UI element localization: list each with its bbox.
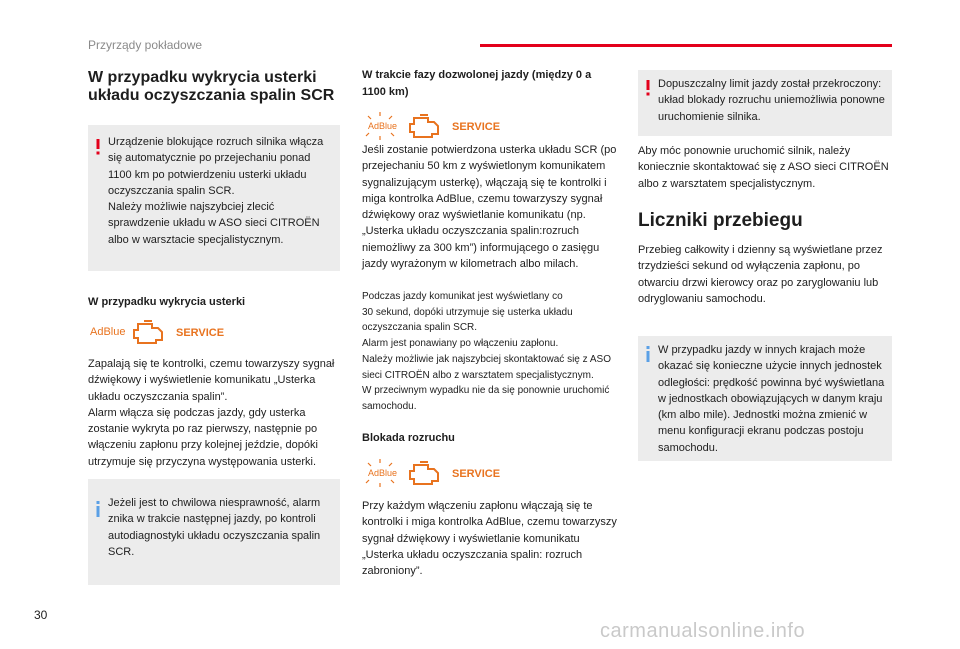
info-text-right: W przypadku jazdy w innych krajach może okazać się konieczne użycie innych jednostek odległości: prędkość powinna być wyświetlana w jednostkach obowiązujących w danym kraju (km albo mile). Jednostki można zmienić w menu konfiguracji ekranu podczas postoju samochodu. (658, 344, 885, 454)
engine-icon (134, 321, 162, 343)
service-icon: SERVICE (452, 121, 501, 133)
header-accent-rule (480, 44, 892, 47)
exclamation-icon (644, 80, 652, 96)
warning-text-left: Urządzenie blokujące rozruch silnika włącza się automatycznie po przejechaniu ponad 1100 km po potwierdzeniu usterki układu oczyszczania spalin SCR. Należy możliwie najszybciej zlecić sprawdzenie układu w ASO sieci CITROËN albo w warsztacie specjalistycznym. (108, 136, 324, 246)
warning-box-right (638, 70, 892, 136)
middle-subhead-1: W trakcie fazy dozwolonej jazdy (między 0 a 1100 km) (362, 69, 592, 98)
page-number: 30 (34, 608, 48, 622)
adblue-service-icons (88, 316, 228, 346)
info-icon (644, 346, 652, 362)
warning-box-left (88, 125, 340, 271)
info-icon (94, 501, 102, 517)
service-icon: SERVICE (176, 327, 225, 339)
middle-subhead-2: Blokada rozruchu (362, 432, 455, 444)
right-paragraph-2: Przebieg całkowity i dzienny są wyświetlane przez trzydzieści sekund od wyłączenia zapłonu, po otwarciu drzwi kierowcy oraz po zaryglowaniu lub odryglowaniu samochodu. (638, 244, 883, 305)
section-header: Przyrządy pokładowe (88, 38, 203, 52)
adblue-service-icons-1 (362, 110, 502, 140)
adblue-icon: AdBlue (90, 326, 126, 338)
left-paragraph: Zapalają się te kontrolki, czemu towarzyszy sygnał dźwiękowy i wyświetlenie komunikatu „Usterka układu oczyszczania spalin”. Alarm włącza się podczas jazdy, gdy usterka zostanie wykryta po raz pierwszy, następnie po włączeniu zapłonu przy kolejnej jeździe, dopóki utrzymuje się przyczyna występowania usterki. (88, 358, 335, 468)
left-title: W przypadku wykrycia usterki układu oczyszczania spalin SCR (88, 69, 335, 104)
info-box-left (88, 479, 340, 585)
right-title: Liczniki przebiegu (638, 210, 803, 231)
engine-icon (410, 462, 438, 484)
warning-text-right: Dopuszczalny limit jazdy został przekroczony: układ blokady rozruchu uniemożliwia ponowne uruchomienie silnika. (658, 78, 885, 123)
left-subhead: W przypadku wykrycia usterki (88, 296, 246, 308)
info-box-right (638, 336, 892, 461)
adblue-service-icons-2 (362, 457, 502, 487)
middle-paragraph-1: Jeśli zostanie potwierdzona usterka układu SCR (po przejechaniu 50 km z wyświetlonym komunikatem sygnalizującym usterkę), włączają się te kontrolki i miga kontrolka AdBlue, czemu towarzyszy sygnał dźwiękowy oraz wyświetlanie komunikatu (np. „Usterka układu oczyszczania spalin:rozruch niemożliwy za 300 km”) informującego o zasięgu jazdy wyrażonym w kilometrach albo milach. (362, 144, 617, 271)
right-paragraph-1: Aby móc ponownie uruchomić silnik, należy koniecznie skontaktować się z ASO sieci CITROËN albo z warsztatem specjalistycznym. (638, 145, 889, 190)
service-icon: SERVICE (452, 468, 501, 480)
middle-paragraph-3: Przy każdym włączeniu zapłonu włączają się te kontrolki i miga kontrolka AdBlue, czemu towarzyszy sygnał dźwiękowy i wyświetlanie komunikatu „Usterka układu oczyszczania spalin: rozruch zabroniony”. (362, 500, 617, 578)
info-text-left: Jeżeli jest to chwilowa niesprawność, alarm znika w trakcie następnej jazdy, po kontroli autodiagnostyki układu oczyszczania spalin SCR. (108, 497, 321, 558)
adblue-icon: AdBlue (368, 468, 398, 478)
watermark: carmanualsonline.info (600, 620, 806, 642)
middle-paragraph-2: Podczas jazdy komunikat jest wyświetlany co 30 sekund, dopóki utrzymuje się usterka układu oczyszczania spalin SCR. Alarm jest ponawiany po włączeniu zapłonu. Należy możliwie jak najszybciej skontaktować się z ASO sieci CITROËN albo z warsztatem specjalistycznym. W przeciwnym wypadku nie da się ponownie uruchomić samochodu. (362, 291, 611, 412)
adblue-icon: AdBlue (368, 121, 398, 131)
exclamation-icon (94, 139, 102, 155)
engine-icon (410, 115, 438, 137)
